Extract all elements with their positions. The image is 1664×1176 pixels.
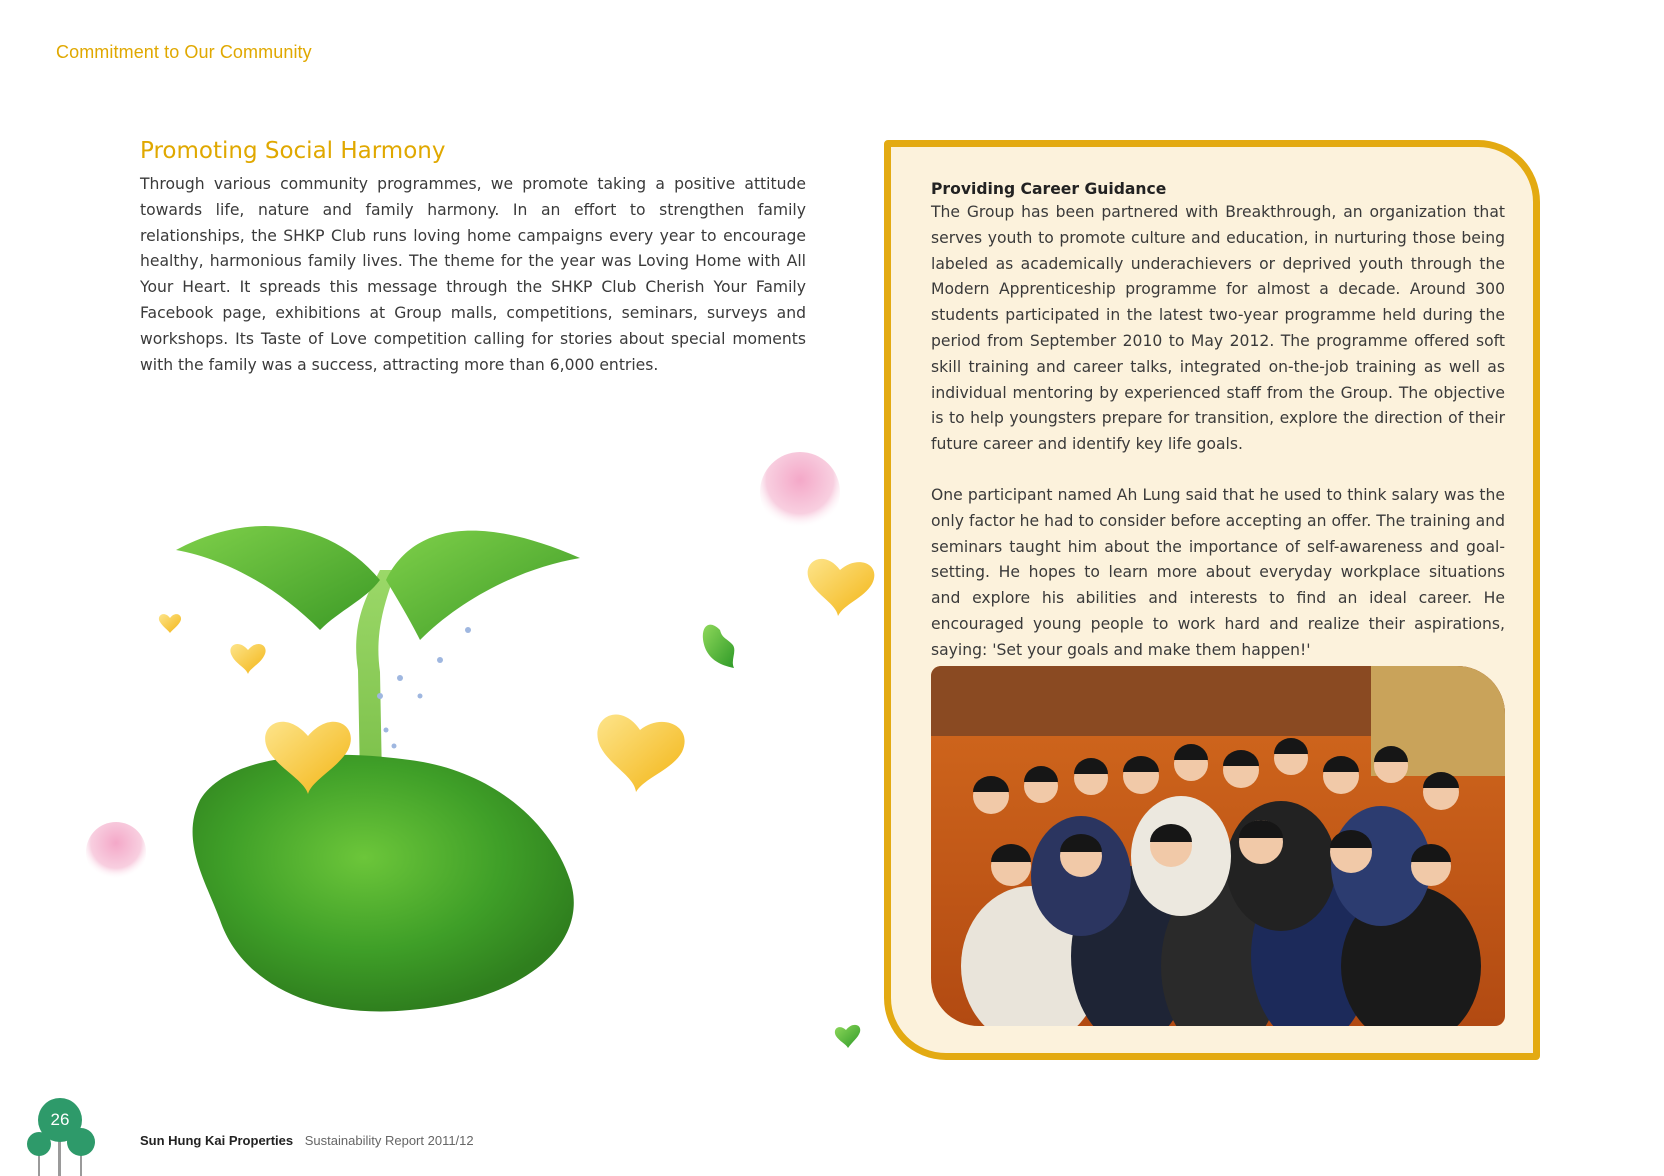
panel-paragraph-2: One participant named Ah Lung said that he used to think salary was the only factor he had to consider before accepting an offer. The training and seminars taught him about the importance of self-awareness and goal-setting. He hopes to learn more about everyday workplace situations and explore his abilities and interests to find an ideal career. He encouraged young people to work hard and realize their aspirations, saying: 'Set your goals and make them happen!' — [931, 485, 1505, 659]
heart-icon — [808, 559, 875, 616]
sparkle-dots — [377, 627, 471, 749]
heart-icon — [230, 644, 265, 674]
pink-sphere — [86, 822, 146, 882]
sprout-illustration — [80, 440, 880, 1060]
section-header: Commitment to Our Community — [56, 42, 312, 62]
sprout-stem — [356, 570, 396, 780]
heart-icon — [835, 1025, 860, 1048]
page-number: 26 — [50, 1110, 70, 1129]
footer — [140, 1133, 474, 1148]
pink-sphere — [760, 452, 840, 532]
left-column — [140, 138, 806, 378]
footer-report-title: Sustainability Report 2011/12 — [304, 1133, 474, 1148]
heart-icon — [703, 625, 735, 668]
heart-icon — [597, 714, 684, 792]
footer-company: Sun Hung Kai Properties — [140, 1133, 294, 1148]
sprout-leaf-right — [386, 531, 580, 640]
section-body: Through various community programmes, we promote taking a positive attitude towards life, nature and family harmony. In an effort to strengthen family relationships, the SHKP Club runs loving home campaigns every year to encourage healthy, harmonious family lives. The theme for the year was Loving Home with All Your Heart. It spreads this message through the SHKP Club Cherish Your Family Facebook page, exhibitions at Group malls, competitions, seminars, surveys and workshops. Its Taste of Love competition calling for stories about special moments with the family was a success, attracting more than 6,000 entries. — [140, 175, 806, 374]
career-guidance-panel — [884, 140, 1540, 1060]
panel-paragraph-1: The Group has been partnered with Breakthrough, an organization that serves youth to promote culture and education, in nurturing those being labeled as academically underachievers or deprived youth through the Modern Apprenticeship programme for almost a decade. Around 300 students participated in the latest two-year programme held during the period from September 2010 to May 2012. The programme offered soft skill training and career talks, integrated on-the-job training as well as individual mentoring by experienced staff from the Group. The objective is to help youngsters prepare for transition, explore the direction of their future career and identify key life goals. — [931, 203, 1505, 454]
sprout-bush — [193, 755, 574, 1012]
group-photo — [931, 666, 1505, 1026]
sprout-leaf-left — [176, 526, 380, 630]
section-title: Promoting Social Harmony — [140, 138, 446, 164]
heart-icon — [159, 614, 181, 633]
tree-icon — [24, 1096, 104, 1176]
panel-content — [931, 180, 1505, 689]
panel-title: Providing Career Guidance — [931, 180, 1167, 198]
